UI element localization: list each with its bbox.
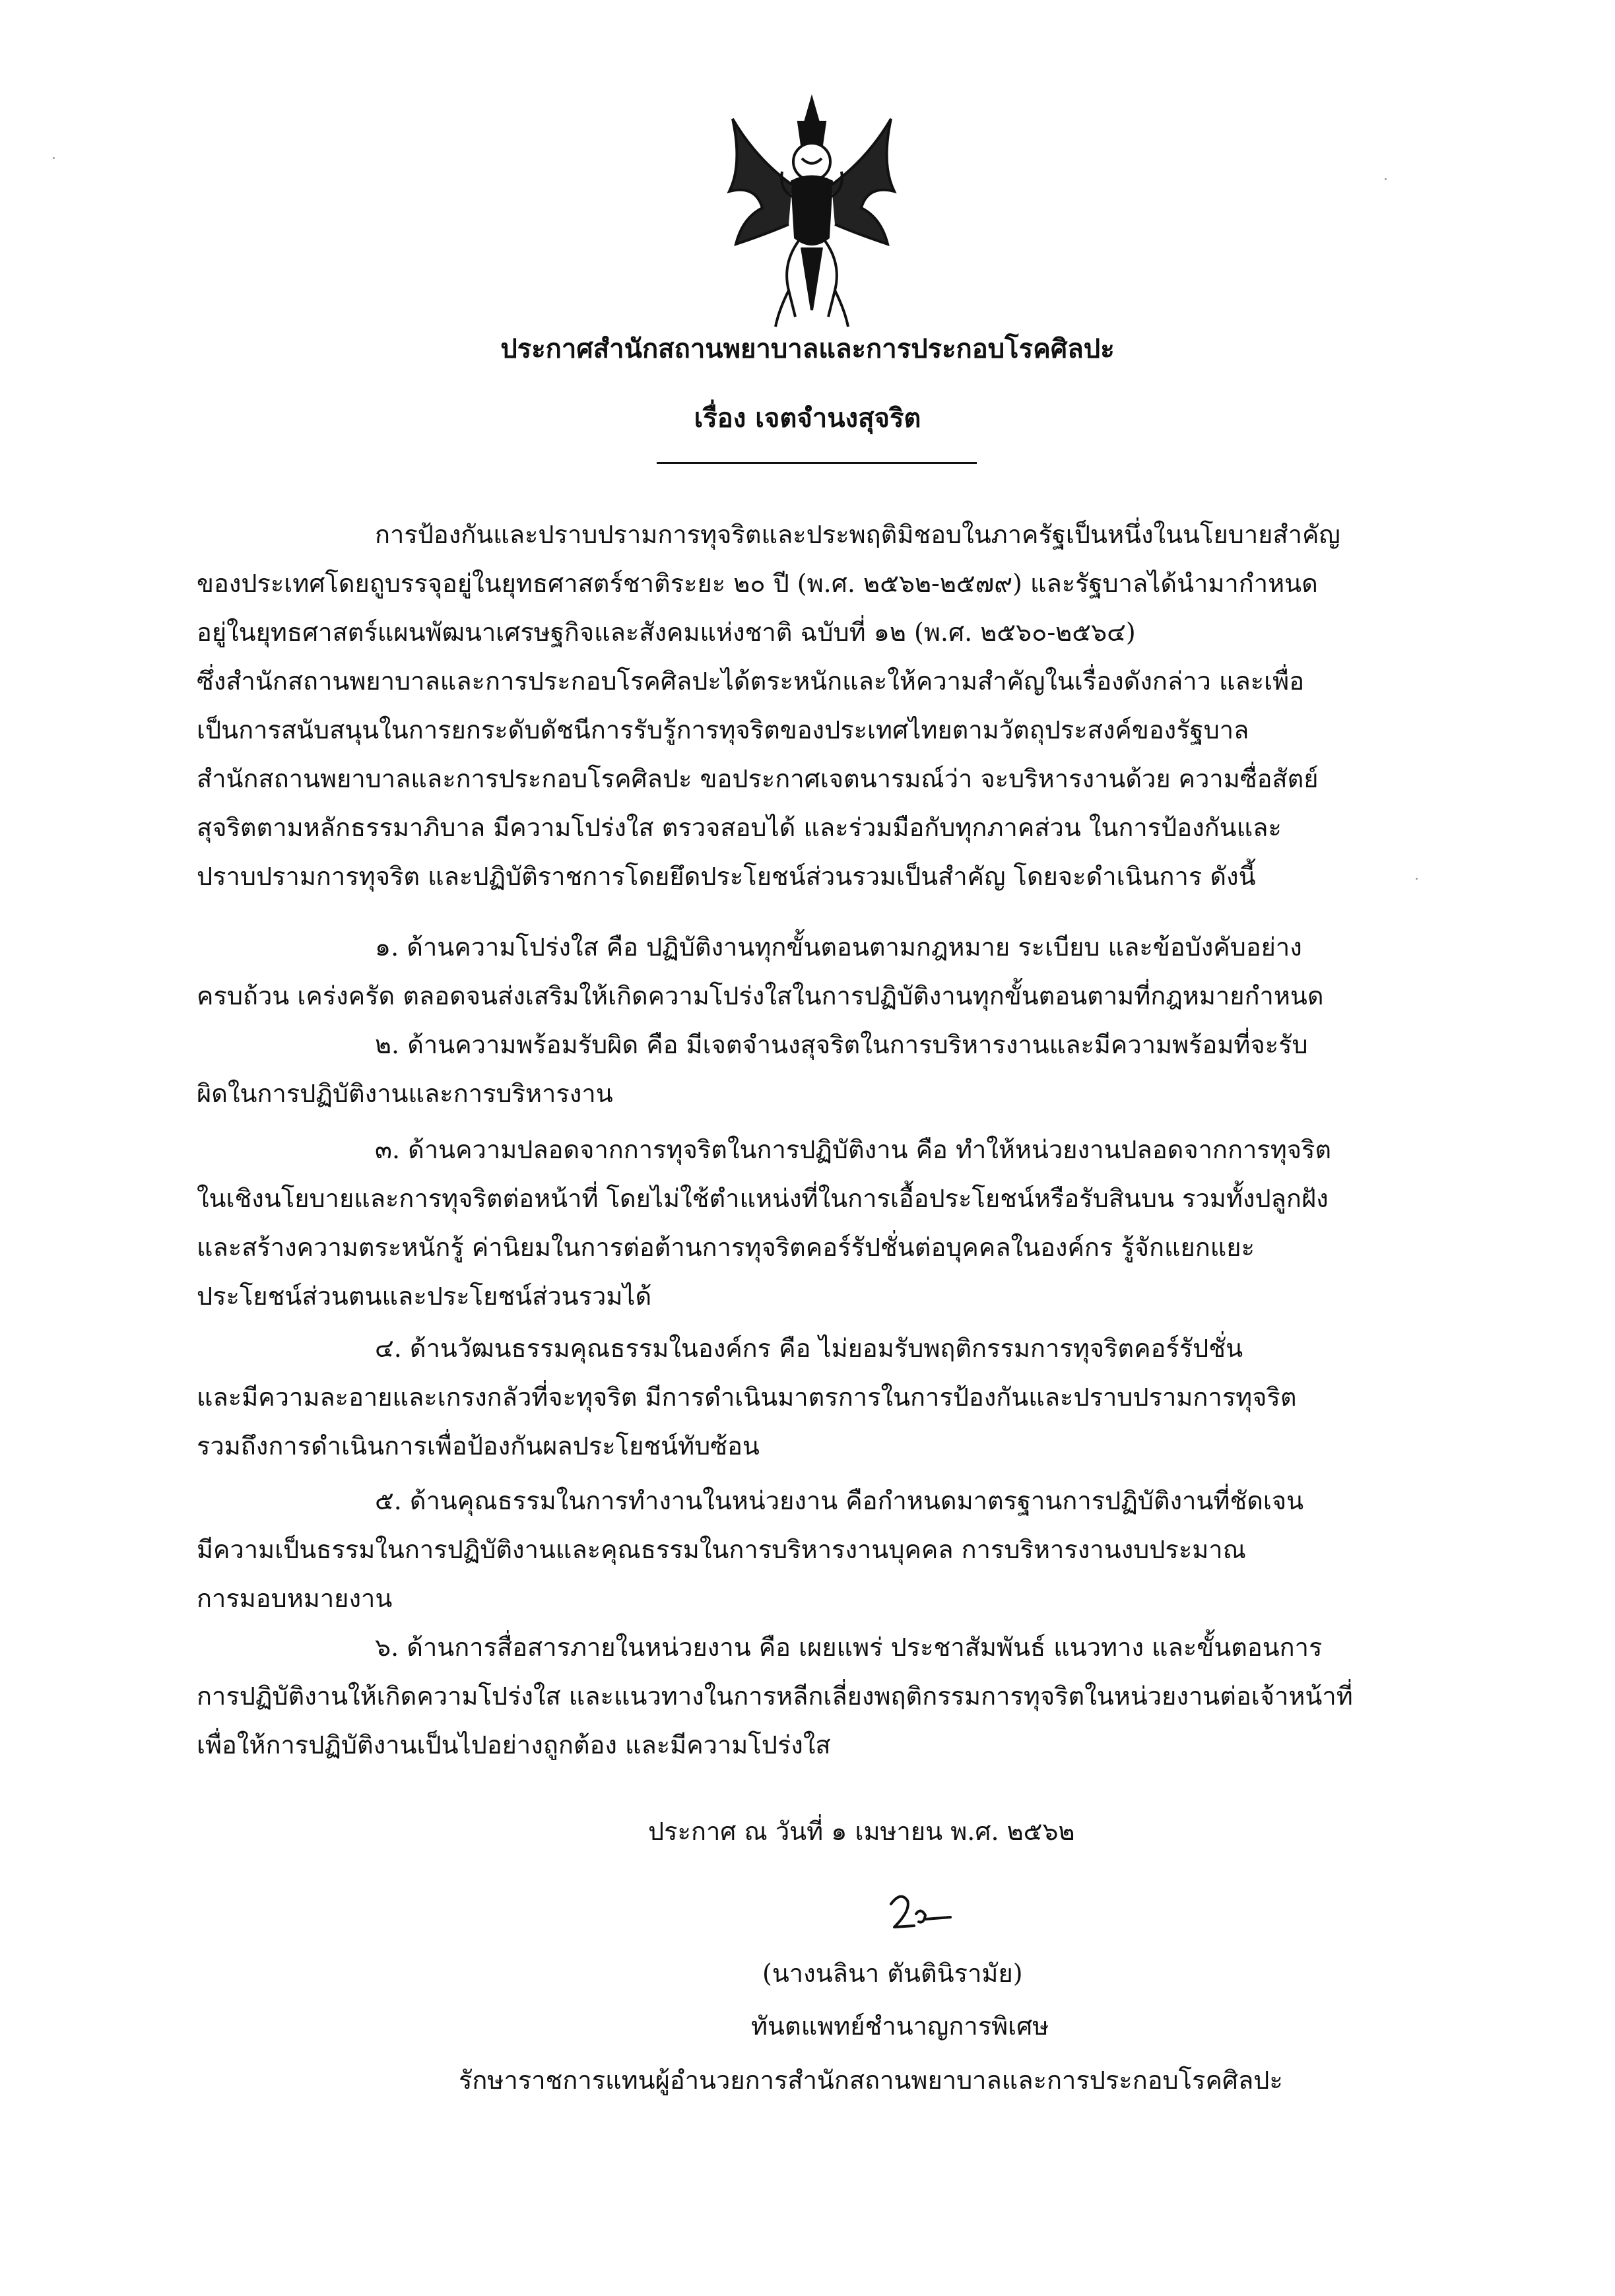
scan-speck: [1416, 878, 1418, 880]
item-4-line: และมีความละอายและเกรงกลัวที่จะทุจริต มีการดำเนินมาตรการในการป้องกันและปราบปรามการทุจริต: [197, 1383, 1297, 1412]
item-2-line: ผิดในการปฏิบัติงานและการบริหารงาน: [197, 1079, 613, 1108]
intro-line: ของประเทศโดยถูบรรจุอยู่ในยุทธศาสตร์ชาติระยะ ๒๐ ปี (พ.ศ. ๒๕๖๒-๒๕๗๙) และรัฐบาลได้นำมากำหนด: [197, 569, 1318, 598]
item-1-line: ๑. ด้านความโปร่งใส คือ ปฏิบัติงานทุกขั้นตอนตามกฎหมาย ระเบียบ และข้อบังคับอย่าง: [375, 933, 1302, 962]
intro-line: ซึ่งสำนักสถานพยาบาลและการประกอบโรคศิลปะได้ตระหนักและให้ความสำคัญในเรื่องดังกล่าว และเพื่อ: [197, 667, 1305, 696]
item-3-line: และสร้างความตระหนักรู้ ค่านิยมในการต่อต้านการทุจริตคอร์รัปชั่นต่อบุคคลในองค์กร รู้จักแยกแยะ: [197, 1233, 1255, 1262]
item-5-line: ๕. ด้านคุณธรรมในการทำงานในหน่วยงาน คือกำหนดมาตรฐานการปฏิบัติงานที่ชัดเจน: [375, 1486, 1304, 1515]
intro-line: สำนักสถานพยาบาลและการประกอบโรคศิลปะ ขอประกาศเจตนารมณ์ว่า จะบริหารงานด้วย ความซื่อสัตย์: [197, 764, 1319, 793]
item-3-line: ประโยชน์ส่วนตนและประโยชน์ส่วนรวมได้: [197, 1282, 652, 1311]
announcement-date: ประกาศ ณ วันที่ ๑ เมษายน พ.ศ. ๒๕๖๒: [648, 1817, 1075, 1846]
scan-speck: [1385, 178, 1387, 180]
item-1-line: ครบถ้วน เคร่งครัด ตลอดจนส่งเสริมให้เกิดความโปร่งใสในการปฏิบัติงานทุกขั้นตอนตามที่กฎหมายกำหนด: [197, 981, 1324, 1010]
signer-name: (นางนลินา ตันตินิรามัย): [762, 1959, 1023, 1988]
intro-line: เป็นการสนับสนุนในการยกระดับดัชนีการรับรู้การทุจริตของประเทศไทยตามวัตถุประสงค์ของรัฐบาล: [197, 715, 1249, 744]
item-2-line: ๒. ด้านความพร้อมรับผิด คือ มีเจตจำนงสุจริตในการบริหารงานและมีความพร้อมที่จะรับ: [375, 1030, 1308, 1059]
item-4-line: รวมถึงการดำเนินการเพื่อป้องกันผลประโยชน์ทับซ้อน: [197, 1431, 760, 1460]
signer-position: ทันตแพทย์ชำนาญการพิเศษ: [751, 2012, 1049, 2041]
signature-mark: [884, 1887, 957, 1940]
announcement-title: ประกาศสำนักสถานพยาบาลและการประกอบโรคศิลปะ: [500, 333, 1115, 364]
intro-line: อยู่ในยุทธศาสตร์แผนพัฒนาเศรษฐกิจและสังคมแห่งชาติ ฉบับที่ ๑๒ (พ.ศ. ๒๕๖๐-๒๕๖๔): [197, 618, 1136, 647]
intro-line: สุจริตตามหลักธรรมาภิบาล มีความโปร่งใส ตรวจสอบได้ และร่วมมือกับทุกภาคส่วน ในการป้องกันและ: [197, 813, 1282, 842]
item-6-line: เพื่อให้การปฏิบัติงานเป็นไปอย่างถูกต้อง และมีความโปร่งใส: [197, 1730, 831, 1759]
signer-acting-title: รักษาราชการแทนผู้อำนวยการสำนักสถานพยาบาลและการประกอบโรคศิลปะ: [459, 2066, 1283, 2095]
item-5-line: มีความเป็นธรรมในการปฏิบัติงานและคุณธรรมในการบริหารงานบุคคล การบริหารงานงบประมาณ: [197, 1535, 1246, 1564]
title-divider: [657, 462, 977, 464]
item-3-line: ๓. ด้านความปลอดจากการทุจริตในการปฏิบัติงาน คือ ทำให้หน่วยงานปลอดจากการทุจริต: [375, 1135, 1332, 1164]
item-6-line: ๖. ด้านการสื่อสารภายในหน่วยงาน คือ เผยแพร่ ประชาสัมพันธ์ แนวทาง และขั้นตอนการ: [375, 1633, 1323, 1662]
item-5-line: การมอบหมายงาน: [197, 1584, 393, 1613]
scan-speck: [53, 157, 55, 159]
announcement-subject: เรื่อง เจตจำนงสุจริต: [694, 403, 921, 434]
garuda-emblem-icon: [716, 92, 907, 337]
intro-line: ปราบปรามการทุจริต และปฏิบัติราชการโดยยึดประโยชน์ส่วนรวมเป็นสำคัญ โดยจะดำเนินการ ดังนี้: [197, 862, 1256, 891]
item-3-line: ในเชิงนโยบายและการทุจริตต่อหน้าที่ โดยไม่ใช้ตำแหน่งที่ในการเอื้อประโยชน์หรือรับสินบน รวมทั้งปลูกฝัง: [197, 1184, 1329, 1213]
item-4-line: ๔. ด้านวัฒนธรรมคุณธรรมในองค์กร คือ ไม่ยอมรับพฤติกรรมการทุจริตคอร์รัปชั่น: [375, 1334, 1243, 1363]
intro-line: การป้องกันและปราบปรามการทุจริตและประพฤติมิชอบในภาครัฐเป็นหนึ่งในนโยบายสำคัญ: [375, 520, 1340, 549]
item-6-line: การปฏิบัติงานให้เกิดความโปร่งใส และแนวทางในการหลีกเลี่ยงพฤติกรรมการทุจริตในหน่วยงานต่อเจ้าหน้าที่: [197, 1682, 1353, 1711]
